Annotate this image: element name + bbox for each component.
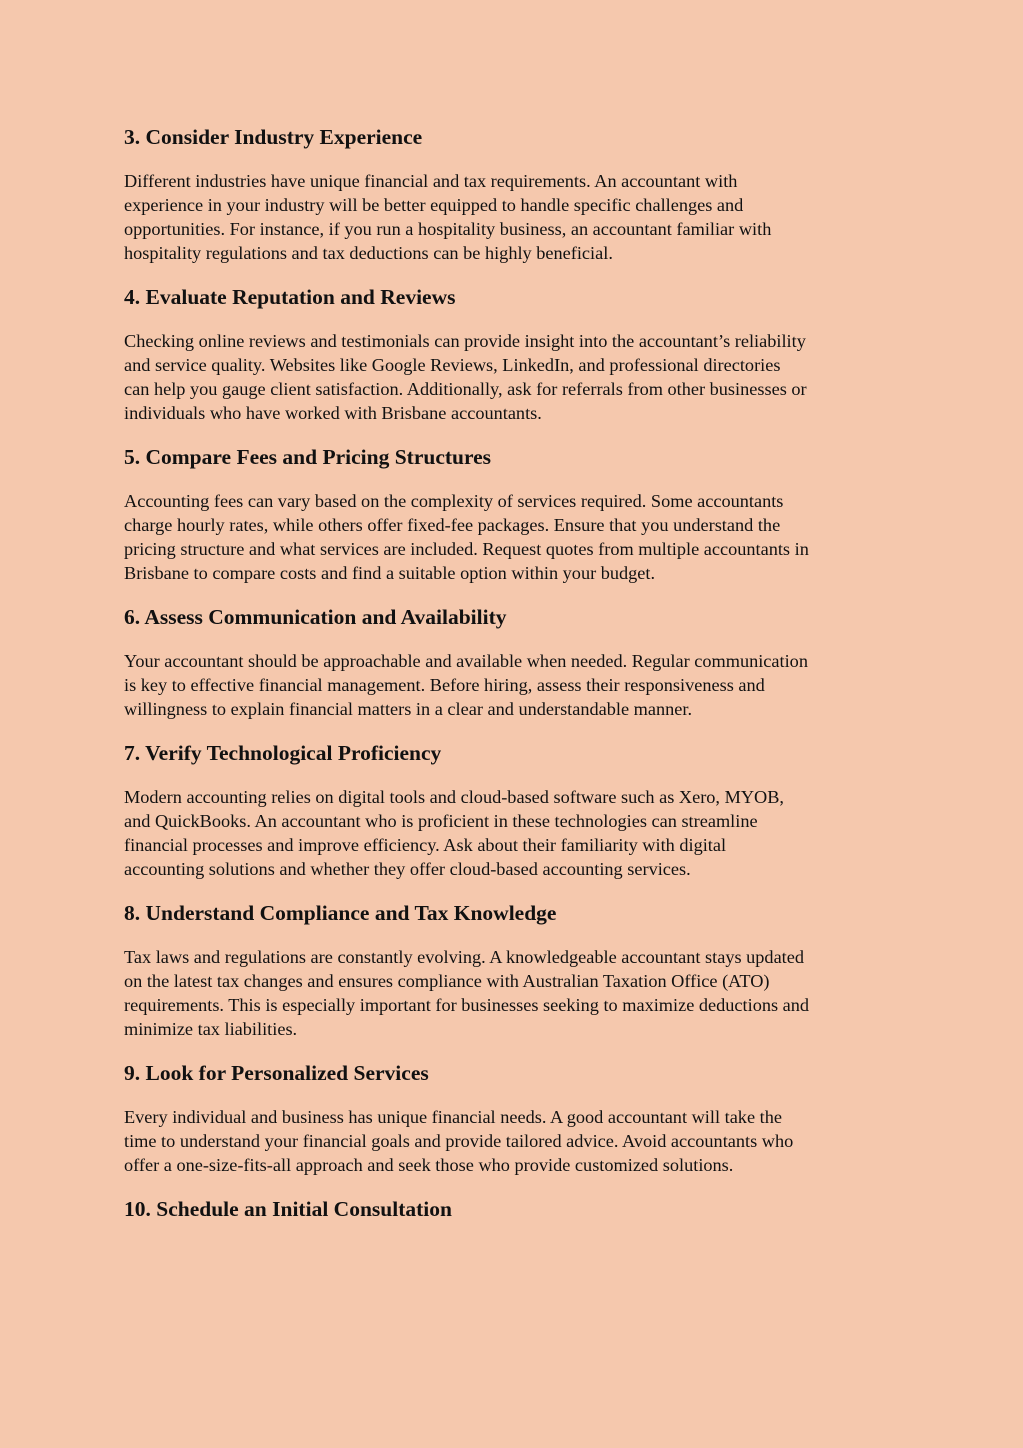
section-reputation-reviews [124,281,904,425]
paragraph-line: charge hourly rates, while others offer fixed-fee packages. Ensure that you understand the [124,515,781,535]
paragraph-line: Different industries have unique financial and tax requirements. An accountant with [124,171,738,191]
section-heading: 3. Consider Industry Experience [124,125,423,149]
section-heading: 4. Evaluate Reputation and Reviews [124,285,456,309]
section-initial-consultation [124,1193,904,1225]
section-heading: 10. Schedule an Initial Consultation [124,1197,452,1221]
section-paragraph [124,945,904,1041]
paragraph-line: Checking online reviews and testimonials can provide insight into the accountant’s reliability [124,331,806,351]
paragraph-line: financial processes and improve efficiency. Ask about their familiarity with digital [124,835,727,855]
paragraph-line: accounting solutions and whether they offer cloud-based accounting services. [124,859,691,879]
paragraph-line: and service quality. Websites like Google Reviews, LinkedIn, and professional directories [124,355,781,375]
section-heading: 7. Verify Technological Proficiency [124,741,442,765]
paragraph-line: Your accountant should be approachable and available when needed. Regular communication [124,651,808,671]
paragraph-line: minimize tax liabilities. [124,1019,298,1039]
section-paragraph [124,489,904,585]
section-personalized-services [124,1057,904,1177]
paragraph-line: Every individual and business has unique financial needs. A good accountant will take the [124,1107,782,1127]
section-paragraph [124,329,904,425]
section-technological-proficiency [124,737,904,881]
paragraph-line: willingness to explain financial matters in a clear and understandable manner. [124,699,693,719]
paragraph-line: is key to effective financial management. Before hiring, assess their responsiveness and [124,675,765,695]
paragraph-line: hospitality regulations and tax deductions can be highly beneficial. [124,243,613,263]
section-heading: 6. Assess Communication and Availability [124,605,507,629]
paragraph-line: time to understand your financial goals and provide tailored advice. Avoid accountants who [124,1131,794,1151]
paragraph-line: and QuickBooks. An accountant who is proficient in these technologies can streamline [124,811,758,831]
paragraph-line: Tax laws and regulations are constantly evolving. A knowledgeable accountant stays updated [124,947,805,967]
section-compliance-tax [124,897,904,1041]
document-page [124,121,904,1225]
paragraph-line: on the latest tax changes and ensures compliance with Australian Taxation Office (ATO) [124,971,770,991]
paragraph-line: Modern accounting relies on digital tools and cloud-based software such as Xero, MYOB, [124,787,784,807]
paragraph-line: requirements. This is especially important for businesses seeking to maximize deductions and [124,995,810,1015]
paragraph-line: Accounting fees can vary based on the complexity of services required. Some accountants [124,491,784,511]
section-industry-experience [124,121,904,265]
section-heading: 8. Understand Compliance and Tax Knowledge [124,901,557,925]
section-paragraph [124,649,904,721]
section-paragraph [124,169,904,265]
paragraph-line: can help you gauge client satisfaction. Additionally, ask for referrals from other businesses or [124,379,807,399]
section-communication-availability [124,601,904,721]
paragraph-line: pricing structure and what services are included. Request quotes from multiple accountants in [124,539,809,559]
section-paragraph [124,1105,904,1177]
paragraph-line: experience in your industry will be better equipped to handle specific challenges and [124,195,744,215]
paragraph-line: individuals who have worked with Brisbane accountants. [124,403,542,423]
paragraph-line: offer a one-size-fits-all approach and seek those who provide customized solutions. [124,1155,734,1175]
section-heading: 9. Look for Personalized Services [124,1061,429,1085]
section-paragraph [124,785,904,881]
section-heading: 5. Compare Fees and Pricing Structures [124,445,492,469]
paragraph-line: Brisbane to compare costs and find a suitable option within your budget. [124,563,656,583]
section-fees-pricing [124,441,904,585]
paragraph-line: opportunities. For instance, if you run a hospitality business, an accountant familiar with [124,219,772,239]
